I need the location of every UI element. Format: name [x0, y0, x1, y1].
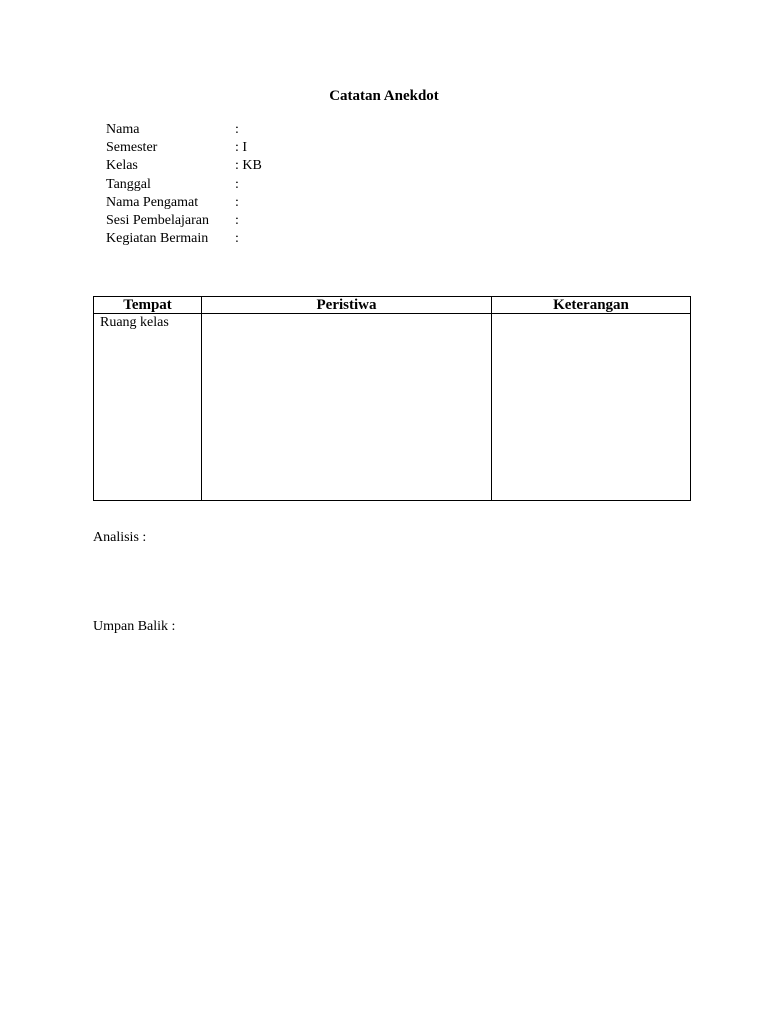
field-row-tanggal — [106, 176, 262, 194]
field-row-nama — [106, 121, 262, 139]
field-row-kegiatan-bermain — [106, 230, 262, 248]
identity-field-list — [106, 121, 262, 248]
cell-peristiwa — [202, 314, 492, 501]
field-row-sesi-pembelajaran — [106, 212, 262, 230]
field-value: : — [235, 194, 239, 210]
field-label: Sesi Pembelajaran — [106, 212, 210, 228]
table-header-row — [94, 297, 691, 314]
field-label: Nama Pengamat — [106, 194, 199, 210]
field-row-nama-pengamat — [106, 194, 262, 212]
field-label: Tanggal — [106, 176, 151, 192]
page-title: Catatan Anekdot — [329, 88, 439, 104]
analysis-label: Analisis : — [93, 530, 147, 545]
header-keterangan: Keterangan — [492, 297, 691, 314]
field-value: : — [235, 212, 239, 228]
table-row — [94, 314, 691, 501]
cell-tempat: Ruang kelas — [94, 314, 202, 501]
field-label: Kelas — [106, 158, 138, 174]
field-value: : I — [235, 140, 248, 156]
field-value: : — [235, 176, 239, 192]
field-label: Nama — [106, 122, 140, 137]
header-tempat: Tempat — [94, 297, 202, 314]
field-label: Semester — [106, 140, 158, 156]
field-value: : KB — [235, 158, 262, 174]
feedback-label: Umpan Balik : — [93, 619, 176, 634]
field-value: : — [235, 122, 239, 137]
field-row-semester — [106, 139, 262, 157]
header-peristiwa: Peristiwa — [202, 297, 492, 314]
cell-keterangan — [492, 314, 691, 501]
field-value: : — [235, 231, 239, 247]
field-row-kelas — [106, 157, 262, 175]
field-label: Kegiatan Bermain — [106, 231, 209, 247]
anecdote-table — [93, 296, 691, 501]
